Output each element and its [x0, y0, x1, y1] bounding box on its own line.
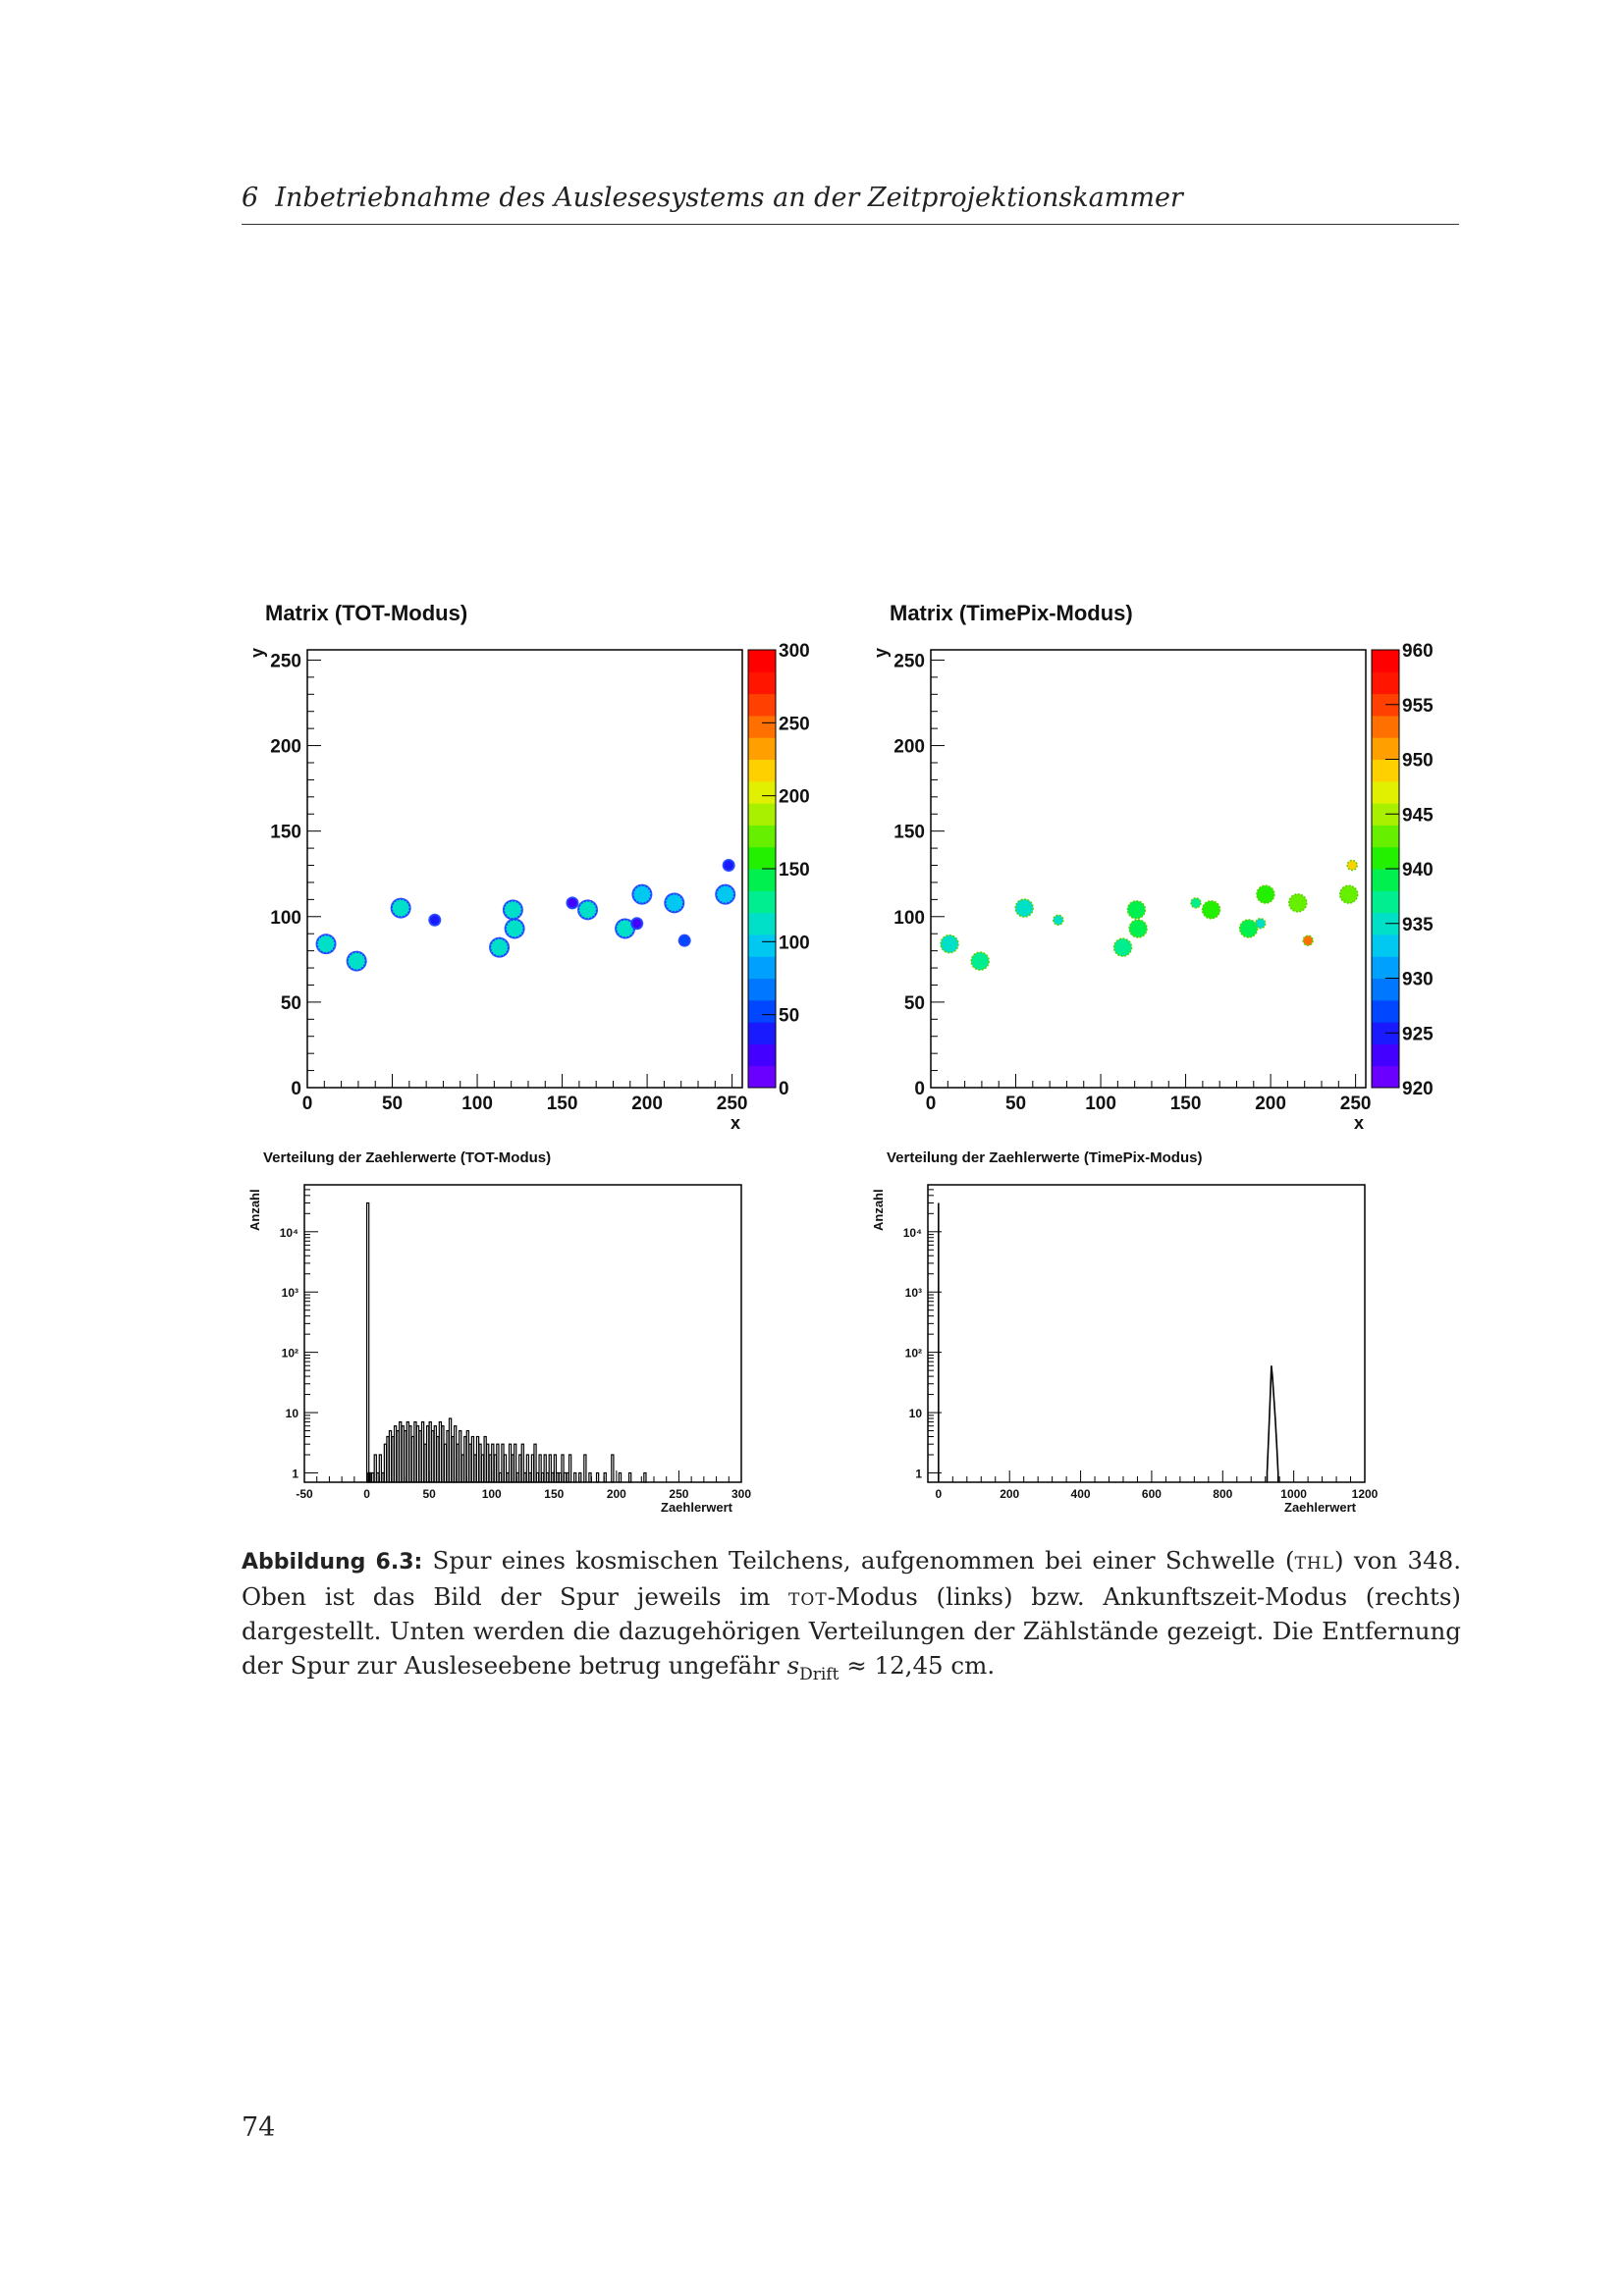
tot-matrix-colorbar-cell — [748, 671, 776, 694]
tot-matrix-hit — [392, 899, 409, 917]
tot-hist-bar — [466, 1431, 468, 1482]
caption-text-3: -Modus (links) bzw. Ankunftszeit-Modus (rechts) dargestellt. Unten werden die dazugehörigen Verteilungen der Zählstände gezeigt. Die Entfernung der Spur zur Ausleseebene betrug ungefähr — [242, 1582, 1461, 1680]
tot-hist-bar — [554, 1455, 556, 1482]
tot-hist-bar — [437, 1437, 439, 1482]
tot-hist-x-tick-label: 50 — [422, 1487, 436, 1501]
tot-matrix-colorbar-cell — [748, 1022, 776, 1044]
tot-matrix-colorbar-cell — [748, 694, 776, 717]
tot-matrix-frame — [307, 650, 742, 1088]
tot-hist-bar — [387, 1437, 389, 1482]
caption-thl: thl — [1294, 1546, 1335, 1575]
tot-hist-bar — [552, 1472, 554, 1482]
timepix-hist-y-tick-label: 10 — [908, 1407, 922, 1421]
tot-matrix-x-tick-label: 100 — [461, 1094, 493, 1114]
tot-hist-bar — [389, 1431, 391, 1482]
caption-s-subscript: Drift — [799, 1664, 839, 1684]
caption-s-symbol: s — [786, 1651, 800, 1680]
tot-matrix-hit — [679, 935, 689, 945]
tot-hist-bar — [516, 1472, 518, 1482]
tot-hist-bar — [597, 1472, 599, 1482]
tot-hist-bar — [502, 1444, 504, 1482]
timepix-matrix-frame — [931, 650, 1366, 1088]
timepix-matrix-colorbar-cell — [1372, 825, 1399, 847]
tot-hist-y-tick-label: 1 — [292, 1467, 298, 1481]
timepix-hist-y-tick-label: 10³ — [904, 1286, 922, 1301]
tot-hist-bar — [489, 1455, 491, 1482]
tot-matrix-colorbar-cell — [748, 760, 776, 782]
tot-hist-bar — [507, 1472, 509, 1482]
timepix-hist-x-tick-label: 0 — [935, 1487, 943, 1501]
timepix-matrix-colorbar-label: 920 — [1402, 1079, 1434, 1099]
tot-matrix-colorbar-cell — [748, 781, 776, 804]
timepix-matrix-hit — [1256, 919, 1266, 929]
caption-text-2: ) von 348. Oben ist das Bild der Spur jeweils im — [242, 1546, 1461, 1611]
timepix-matrix-x-tick-label: 0 — [925, 1094, 937, 1114]
timepix-matrix-x-tick-label: 200 — [1255, 1094, 1286, 1114]
tot-hist-bar — [374, 1455, 376, 1482]
timepix-hist-x-tick-label: 600 — [1141, 1487, 1162, 1501]
tot-hist-bar — [372, 1472, 374, 1482]
tot-hist-bar — [395, 1426, 397, 1482]
tot-hist-bar — [584, 1455, 586, 1482]
timepix-matrix-colorbar-cell — [1372, 1043, 1399, 1066]
tot-matrix-hit — [506, 920, 523, 937]
timepix-matrix-hit — [1114, 938, 1132, 956]
timepix-hist-series-line — [1268, 1365, 1278, 1482]
tot-hist-bar — [471, 1437, 473, 1482]
tot-matrix-colorbar-cell — [748, 1000, 776, 1023]
timepix-matrix-y-tick-label: 100 — [893, 907, 925, 929]
tot-matrix-colorbar-cell — [748, 890, 776, 913]
tot-matrix-colorbar-cell — [748, 803, 776, 826]
timepix-hist-ylabel: Anzahl — [871, 1189, 886, 1231]
timepix-hist-y-tick-label: 1 — [915, 1467, 922, 1481]
tot-hist-bar — [464, 1437, 466, 1482]
tot-hist-bar — [542, 1472, 544, 1482]
tot-matrix-y-tick-label: 150 — [270, 822, 301, 843]
tot-hist-bar — [547, 1472, 549, 1482]
timepix-matrix-colorbar-cell — [1372, 737, 1399, 760]
tot-matrix-y-tick-label: 100 — [270, 907, 301, 929]
timepix-matrix-x-tick-label: 50 — [1004, 1094, 1027, 1114]
tot-matrix-hit — [633, 885, 651, 903]
tot-hist-bar — [416, 1426, 418, 1482]
tot-matrix-colorbar-cell — [748, 716, 776, 738]
tot-hist-bar — [564, 1472, 566, 1482]
timepix-matrix-colorbar-cell — [1372, 979, 1399, 1001]
tot-hist-bar — [377, 1472, 379, 1482]
tot-hist-bar — [534, 1444, 536, 1482]
timepix-matrix-hit — [1257, 885, 1274, 903]
tot-matrix-ylabel: y — [247, 647, 267, 658]
timepix-matrix-y-tick-label: 250 — [893, 651, 925, 672]
tot-hist-bar — [492, 1444, 494, 1482]
timepix-matrix-hit — [1303, 935, 1313, 945]
timepix-hist-x-tick-label: 800 — [1213, 1487, 1233, 1501]
timepix-matrix-hit — [1015, 899, 1033, 917]
caption-tot: tot — [788, 1582, 828, 1611]
timepix-matrix-colorbar-cell — [1372, 760, 1399, 782]
timepix-matrix-colorbar-cell — [1372, 650, 1399, 672]
tot-matrix-colorbar-cell — [748, 913, 776, 935]
tot-hist-bar — [479, 1444, 481, 1482]
tot-hist-x-tick-label: 150 — [544, 1487, 565, 1501]
tot-hist-x-tick-label: 0 — [363, 1487, 370, 1501]
timepix-matrix-colorbar-cell — [1372, 716, 1399, 738]
timepix-matrix-hit — [1347, 861, 1357, 871]
timepix-matrix-hit — [1127, 901, 1145, 919]
timepix-matrix-hit — [971, 952, 989, 970]
timepix-hist-x-tick-label: 1000 — [1280, 1487, 1307, 1501]
timepix-matrix-hit — [1129, 920, 1147, 937]
tot-hist-bar — [447, 1431, 449, 1482]
tot-hist-bar — [405, 1431, 406, 1482]
tot-hist-bar — [604, 1472, 606, 1482]
tot-hist-bar — [382, 1472, 384, 1482]
timepix-matrix-colorbar-label: 930 — [1402, 969, 1434, 990]
tot-hist-bar — [526, 1455, 528, 1482]
timepix-matrix-colorbar-label: 935 — [1402, 914, 1434, 935]
tot-matrix-colorbar-cell — [748, 1066, 776, 1089]
timepix-matrix-colorbar-cell — [1372, 781, 1399, 804]
tot-hist-bar — [384, 1444, 386, 1482]
tot-hist-bar — [589, 1472, 591, 1482]
timepix-matrix-colorbar-label: 960 — [1402, 641, 1434, 662]
tot-matrix-y-tick-label: 200 — [270, 736, 301, 758]
timepix-matrix-x-tick-label: 150 — [1169, 1094, 1202, 1114]
tot-matrix-colorbar-cell — [748, 934, 776, 957]
tot-matrix-hit — [632, 919, 642, 929]
tot-hist-bar — [411, 1437, 413, 1482]
timepix-matrix-colorbar-cell — [1372, 934, 1399, 957]
tot-hist-bar — [539, 1455, 541, 1482]
tot-hist-x-tick-label: 250 — [669, 1487, 689, 1501]
tot-matrix-x-tick-label: 150 — [546, 1094, 578, 1114]
tot-hist-y-tick-label: 10² — [281, 1346, 298, 1361]
tot-matrix-hit — [430, 915, 440, 925]
tot-hist-x-tick-label: 100 — [481, 1487, 502, 1501]
tot-hist-bar — [402, 1426, 404, 1482]
tot-matrix-title: Matrix (TOT-Modus) — [265, 601, 468, 625]
tot-matrix-colorbar-cell — [748, 956, 776, 979]
tot-hist-bar — [469, 1444, 471, 1482]
timepix-matrix-hit — [1203, 901, 1220, 919]
timepix-matrix-y-tick-label: 150 — [893, 822, 925, 843]
tot-matrix-colorbar-cell — [748, 825, 776, 847]
tot-hist-bar — [406, 1422, 408, 1482]
tot-matrix-x-tick-label: 250 — [716, 1094, 748, 1114]
tot-hist-bar — [524, 1472, 526, 1482]
timepix-hist-xlabel: Zaehlerwert — [1284, 1500, 1356, 1515]
tot-hist-bar — [521, 1444, 523, 1482]
timepix-matrix-ylabel: y — [871, 647, 891, 658]
tot-hist-y-tick-label: 10⁴ — [279, 1225, 298, 1240]
tot-matrix-colorbar-label: 300 — [779, 641, 810, 662]
tot-hist-bar — [427, 1426, 429, 1482]
tot-hist-bar — [562, 1455, 564, 1482]
timepix-matrix-colorbar-cell — [1372, 1066, 1399, 1089]
timepix-matrix-hit — [1340, 885, 1358, 903]
tot-hist-bar — [419, 1431, 421, 1482]
tot-matrix-hit — [491, 938, 509, 956]
timepix-matrix-colorbar-cell — [1372, 847, 1399, 870]
tot-hist-bar — [529, 1472, 531, 1482]
timepix-hist-frame — [928, 1185, 1365, 1482]
timepix-matrix-y-tick-label: 0 — [914, 1079, 925, 1099]
timepix-matrix-colorbar-label: 940 — [1402, 860, 1434, 881]
figure-caption — [242, 1543, 1461, 1692]
tot-hist-bar — [367, 1202, 369, 1482]
timepix-matrix-hit — [941, 935, 958, 953]
timepix-matrix-y-tick-label: 50 — [903, 992, 925, 1014]
timepix-hist-x-tick-label: 200 — [1000, 1487, 1020, 1501]
timepix-matrix-colorbar-label: 950 — [1402, 750, 1434, 772]
tot-hist-bar — [482, 1455, 484, 1482]
tot-hist-bar — [567, 1472, 568, 1482]
timepix-hist-y-tick-label: 10⁴ — [902, 1225, 922, 1240]
timepix-hist-x-tick-label: 400 — [1070, 1487, 1091, 1501]
tot-matrix-colorbar-label: 150 — [779, 860, 810, 881]
tot-hist-bar — [400, 1422, 402, 1482]
timepix-matrix-y-tick-label: 200 — [893, 736, 925, 758]
tot-hist-bar — [494, 1455, 496, 1482]
tot-hist-bar — [629, 1472, 631, 1482]
tot-hist-x-tick-label: -50 — [296, 1487, 313, 1501]
timepix-matrix-colorbar-label: 925 — [1402, 1024, 1434, 1045]
timepix-matrix-colorbar-label: 955 — [1402, 695, 1434, 717]
tot-hist-bar — [544, 1455, 546, 1482]
timepix-hist-x-tick-label: 1200 — [1351, 1487, 1379, 1501]
tot-hist-bar — [619, 1472, 621, 1482]
timepix-matrix-plot — [893, 641, 1434, 1114]
timepix-matrix-hit — [1191, 898, 1201, 908]
tot-hist-bar — [379, 1455, 381, 1482]
tot-hist-y-tick-label: 10 — [285, 1407, 298, 1421]
caption-label: Abbildung 6.3: — [242, 1550, 423, 1575]
timepix-matrix-colorbar-cell — [1372, 956, 1399, 979]
timepix-hist-y-tick-label: 10² — [904, 1346, 922, 1361]
tot-matrix-hit — [579, 901, 597, 919]
tot-hist-y-tick-label: 10³ — [281, 1286, 298, 1301]
tot-hist-bar — [557, 1472, 559, 1482]
page-number: 74 — [242, 2112, 276, 2143]
tot-hist-bar — [499, 1472, 501, 1482]
tot-hist-x-tick-label: 200 — [606, 1487, 626, 1501]
timepix-hist-plot — [903, 1185, 1379, 1501]
tot-matrix-colorbar-cell — [748, 737, 776, 760]
timepix-matrix-hit — [1054, 915, 1063, 925]
tot-hist-bar — [514, 1444, 516, 1482]
tot-hist-title: Verteilung der Zaehlerwerte (TOT-Modus) — [263, 1149, 552, 1166]
tot-hist-bar — [476, 1437, 478, 1482]
timepix-hist-title: Verteilung der Zaehlerwerte (TimePix-Modus) — [887, 1149, 1203, 1166]
tot-hist-bar — [559, 1472, 561, 1482]
tot-hist-bar — [455, 1426, 457, 1482]
tot-hist-bar — [497, 1444, 499, 1482]
tot-hist-frame — [304, 1185, 741, 1482]
caption-text-4: ≈ 12,45 cm. — [839, 1651, 996, 1680]
timepix-matrix-x-tick-label: 250 — [1339, 1094, 1372, 1114]
tot-hist-bar — [536, 1472, 538, 1482]
tot-hist-x-tick-label: 300 — [731, 1487, 752, 1501]
tot-matrix-colorbar-cell — [748, 979, 776, 1001]
tot-matrix-colorbar-cell — [748, 1043, 776, 1066]
tot-hist-bar — [484, 1437, 486, 1482]
tot-matrix-hit — [348, 952, 365, 970]
tot-hist-bar — [474, 1455, 476, 1482]
tot-hist-bar — [644, 1472, 646, 1482]
tot-hist-bar — [432, 1431, 434, 1482]
tot-hist-bar — [429, 1422, 431, 1482]
tot-hist-ylabel: Anzahl — [247, 1189, 262, 1231]
tot-matrix-xlabel: x — [731, 1113, 741, 1133]
tot-hist-bar — [612, 1455, 614, 1482]
tot-matrix-x-tick-label: 50 — [381, 1094, 404, 1114]
timepix-matrix-colorbar-cell — [1372, 869, 1399, 891]
timepix-matrix-x-tick-label: 100 — [1085, 1094, 1116, 1114]
tot-matrix-hit — [317, 935, 335, 953]
tot-matrix-y-tick-label: 50 — [280, 992, 301, 1014]
tot-hist-bar — [452, 1437, 454, 1482]
tot-matrix-colorbar-label: 50 — [779, 1005, 800, 1027]
tot-hist-bar — [414, 1422, 416, 1482]
tot-matrix-plot — [270, 641, 809, 1114]
timepix-matrix-hit — [1289, 894, 1307, 912]
tot-matrix-hit — [717, 885, 734, 903]
tot-hist-bar — [487, 1444, 489, 1482]
tot-hist-bar — [460, 1431, 461, 1482]
tot-hist-bar — [424, 1444, 426, 1482]
tot-matrix-y-tick-label: 0 — [291, 1079, 301, 1099]
tot-hist-bar — [442, 1426, 444, 1482]
tot-hist-bar — [531, 1455, 533, 1482]
tot-hist-bar — [579, 1472, 581, 1482]
tot-matrix-colorbar-label: 0 — [779, 1079, 789, 1099]
timepix-matrix-xlabel: x — [1354, 1113, 1365, 1133]
tot-hist-bar — [422, 1422, 424, 1482]
chapter-title: Inbetriebnahme des Auslesesystems an der Zeitprojektionskammer — [275, 183, 1183, 213]
tot-hist-bar — [512, 1455, 514, 1482]
chapter-number: 6 — [242, 183, 259, 213]
tot-hist-bar — [519, 1455, 521, 1482]
timepix-matrix-colorbar-cell — [1372, 671, 1399, 694]
tot-matrix-hit — [504, 901, 521, 919]
timepix-matrix-colorbar-cell — [1372, 890, 1399, 913]
tot-matrix-colorbar-cell — [748, 847, 776, 870]
tot-matrix-hit — [568, 898, 577, 908]
tot-matrix-x-tick-label: 0 — [301, 1094, 313, 1114]
tot-hist-bar — [549, 1455, 551, 1482]
tot-matrix-y-tick-label: 250 — [270, 651, 301, 672]
tot-matrix-hit — [724, 861, 733, 871]
tot-matrix-colorbar-label: 100 — [779, 933, 810, 954]
tot-hist-bar — [510, 1444, 512, 1482]
caption-text-1: Spur eines kosmischen Teilchens, aufgenommen bei einer Schwelle ( — [432, 1546, 1295, 1575]
tot-matrix-colorbar-label: 200 — [779, 786, 810, 808]
tot-hist-bar — [574, 1472, 576, 1482]
tot-hist-bar — [397, 1431, 399, 1482]
tot-hist-bar — [461, 1455, 463, 1482]
tot-matrix-colorbar-label: 250 — [779, 714, 810, 735]
timepix-matrix-title: Matrix (TimePix-Modus) — [890, 601, 1133, 625]
tot-matrix-x-tick-label: 200 — [631, 1094, 663, 1114]
tot-hist-xlabel: Zaehlerwert — [661, 1500, 732, 1515]
timepix-matrix-colorbar-label: 945 — [1402, 805, 1434, 827]
tot-hist-bar — [392, 1437, 394, 1482]
tot-hist-bar — [449, 1418, 451, 1482]
tot-hist-bar — [444, 1444, 446, 1482]
timepix-matrix-colorbar-cell — [1372, 1000, 1399, 1023]
tot-hist-plot — [280, 1185, 752, 1501]
tot-matrix-colorbar-cell — [748, 869, 776, 891]
tot-hist-bar — [434, 1426, 436, 1482]
tot-hist-bar — [569, 1455, 571, 1482]
tot-matrix-hit — [666, 894, 683, 912]
tot-hist-bar — [457, 1444, 459, 1482]
tot-hist-bar — [409, 1426, 411, 1482]
tot-matrix-colorbar-cell — [748, 650, 776, 672]
tot-hist-bar — [504, 1455, 506, 1482]
tot-hist-bar — [439, 1422, 441, 1482]
